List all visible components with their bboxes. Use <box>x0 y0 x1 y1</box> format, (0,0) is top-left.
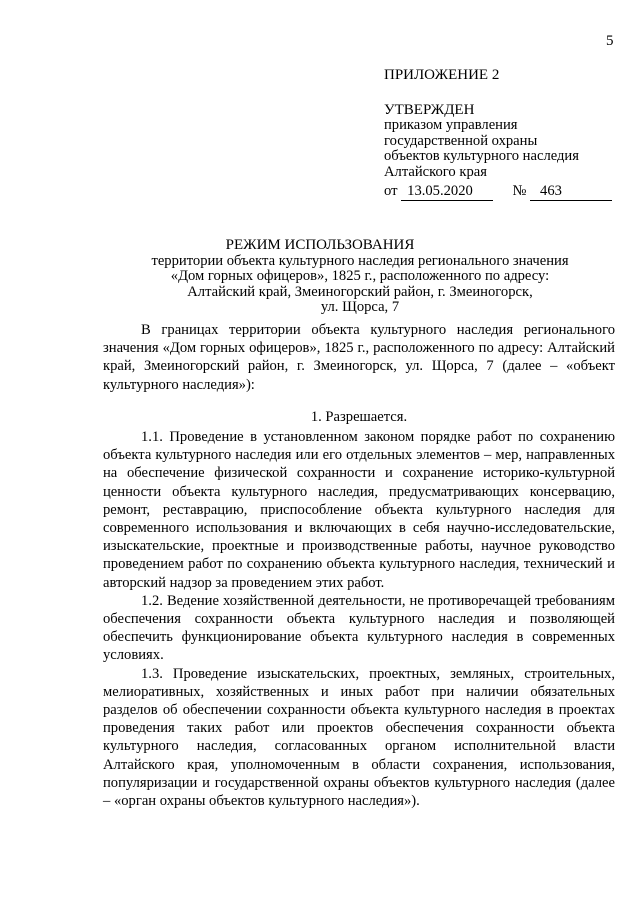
item-1-1: 1.1. Проведение в установленном законом порядке работ по сохранению объекта культурного наследия или его отдельных элементов – мер, направленных на обеспечение физической сохранности и сохранение историко-культурной ценности объекта культурного наследия, предусматривающих консервацию, ремонт, реставрацию, приспособление объекта культурного наследия для современного использования и включающих в себя научно-исследовательские, изыскательские, проектные и производственные работы, научное руководство проведением работ по сохранению объекта культурного наследия, технический и авторский надзор за проведением этих работ. <box>103 429 615 591</box>
subtitle-line: «Дом горных офицеров», 1825 г., расположенного по адресу: <box>170 268 550 285</box>
approval-line: приказом управления <box>384 117 518 134</box>
approval-date-number <box>384 182 620 201</box>
order-date: 13.05.2020 <box>401 182 493 201</box>
number-label: № <box>512 183 527 200</box>
section-1-title: 1. Разрешается. <box>310 408 408 425</box>
document-title: РЕЖИМ ИСПОЛЬЗОВАНИЯ <box>225 237 415 253</box>
approval-block <box>384 66 620 201</box>
subtitle-line: ул. Щорса, 7 <box>320 299 400 316</box>
page-number: 5 <box>606 33 614 49</box>
item-1-3: 1.3. Проведение изыскательских, проектных, земляных, строительных, мелиоративных, хозяйственных и иных работ при наличии обязательных разделов об обеспечении сохранности объекта культурного наследия в проектах проведения таких работ или проектов обеспечения сохранности объекта культурного наследия, согласованных органом исполнительной власти Алтайского края, уполномоченным в области сохранения, использования, популяризации и государственной охраны объектов культурного наследия (далее – «орган охраны объектов культурного наследия»). <box>103 665 615 810</box>
order-number: 463 <box>530 182 612 201</box>
approval-line: объектов культурного наследия <box>384 148 579 165</box>
approval-line: Алтайского края <box>384 163 487 180</box>
subtitle-line: Алтайский край, Змеиногорский район, г. Змеиногорск, <box>187 283 533 300</box>
approved-label: УТВЕРЖДЕН <box>384 102 475 119</box>
document-subtitle <box>120 254 600 316</box>
appendix-label: ПРИЛОЖЕНИЕ 2 <box>384 67 500 83</box>
subtitle-line: территории объекта культурного наследия регионального значения <box>151 253 569 269</box>
approval-line: государственной охраны <box>384 132 538 149</box>
from-label: от <box>384 183 398 200</box>
intro-paragraph: В границах территории объекта культурного наследия регионального значения «Дом горных офицеров», 1825 г., расположенного по адресу: Алтайский край, Змеиногорский район, г. Змеиногорск, ул. Щорса, 7 (далее – «объект культурного наследия»): <box>103 322 615 393</box>
item-1-2: 1.2. Ведение хозяйственной деятельности, не противоречащей требованиям обеспечения сохранности объекта культурного наследия и позволяющей обеспечить функционирование объекта культурного наследия в современных условиях. <box>103 592 615 664</box>
document-body <box>103 321 615 810</box>
